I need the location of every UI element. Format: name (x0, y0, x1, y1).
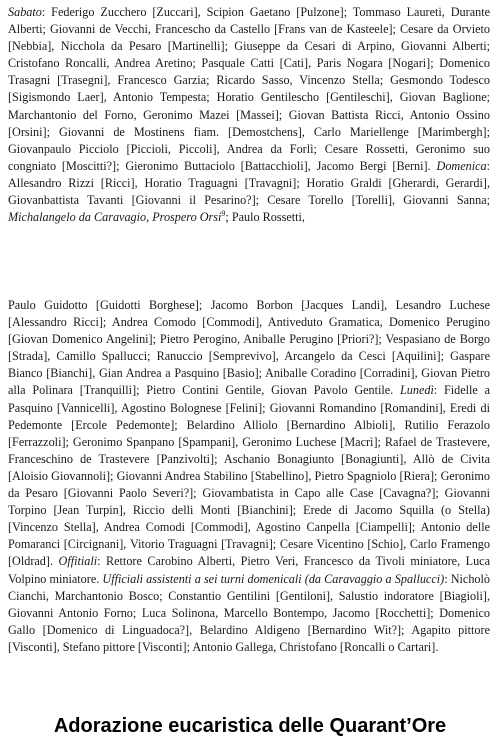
label-ufficiali: Ufficiali assistenti a sei turni domenicali (da Caravaggio a Spallucci) (102, 571, 445, 586)
text-part-1: Paulo Guidotto [Guidotti Borghese]; Jacomo Borbon [Jacques Landi], Lesandro Luchese [Alessandro Ricci]; Andrea Comodo [Commodi], Antiveduto Gramatica, Domenico Perugino [Giovan Domenico Angelini]; Pietro Perogino, Aniballe Perugino [Priori?]; Vespasiano de Borgo [Strada], Camillo Spallucci; Ranuccio [Semprevivo], Arcangelo da Cesci [Aquilini]; Gaspare Bianco [Bianchi], Gian Andrea a Pasquino [Basio]; Aniballe Coradino [Corradini], Giovan Pietro alla Polinara [Tranquilli]; Pietro Contini Gentile, Giovan Pavolo Gentile. (8, 298, 490, 398)
footnote-marker: 9 (221, 209, 226, 219)
text-part-4: : Nicholò Cianchi, Marchantonio Bosco; Constantio Gentilini [Gentiloni], Salustio indoratore [Biagioli], Giovanni Antonio Forno; Luca Solinona, Marcello Bontempo, Jacomo [Rocchetti]; Domenico Gallo [Domenico di Linguadoca?], Belardino Aldigeno [Bernardino Wit?]; Agapito pittore [Visconti], Stefano pittore [Visconti]; Antonio Gallega, Christofano [Roncalli o Cartari]. (8, 571, 490, 654)
paragraph-top (8, 4, 490, 226)
text-block-bottom (8, 297, 490, 656)
label-offitiali: Offitiali (58, 554, 98, 569)
italic-names: Michalangelo da Caravagio, Prospero Orsi (8, 210, 222, 225)
day-label-sabato: Sabato (8, 5, 42, 19)
text-sabato: : Federigo Zucchero [Zuccari], Scipion Gaetano [Pulzone]; Tommaso Laureti, Durante Alberti; Giovanni de Vecchi, Francescho da Castello [Frans van de Kasteele]; Cesare da Orvieto [Nebbia], Nicchola da Pesaro [Martinelli]; Giuseppe da Cesari di Arpino, Giovanni Alberti; Cristofano Roncalli, Andrea Aretino; Pasquale Catti [Cati], Paris Nogara [Nogari]; Domenico Trasagni [Trasegni], Francesco Garzia; Ricardo Sasso, Vincenzo Stella; Gesmondo Todesco [Sigismondo Laer], Antonio Tempesta; Horatio Gentileschо [Gentileschi], Giovan Baglione; Marchantonio del Forno, Geronimo Mazei [Massei]; Giovan Battista Ricci, Antonio Ossino [Orsini]; Giovanni de Mostinens fiam. [Demostchens], Carlo Mariellenge [Marimbergh]; Giovanpaulo Picciolo [Piccioli, Piccoli], Andrea da Forlì; Cesare Rossetti, Geronimo suo congniato [Moscitti?]; Gieronimo Buttaciolo [Battacchioli], Jacomo Bergi [Berni]. (8, 5, 490, 173)
image-caption: Adorazione eucaristica delle Quarant’Ore (53, 715, 447, 737)
text-domenica: : Allesandro Rizzi [Ricci], Horatio Traguagni [Travagni]; Horatio Graldi [Gherardi, Gerardi], Giovanbattista Tavanti [Giovanni il Pesarino?]; Cesare Torello [Torelli], Giovanni Sanna; (8, 158, 490, 208)
day-label-domenica: Domenica (436, 158, 487, 173)
text-block-top (8, 4, 490, 226)
paragraph-bottom (8, 297, 490, 656)
day-label-lunedi: Lunedì (399, 383, 434, 398)
text-tail: ; Paulo Rossetti, (225, 210, 305, 225)
text-part-2: : Fidelle a Pasquino [Vannicelli], Agostino Bolognese [Felini]; Giovanni Romandino [Romandini], Eredi di Pedemonte [Ercole Pedemonte]; Belardino Alliolo [Bernardino Albioli], Rutilio Ferazolo [Ferrazzoli]; Geronimo Spanpano [Spampani], Geronimo Luchese [Macrì]; Rafael de Trastevere, Franceschino de Trastevere [Panzivolti]; Aschanio Bonagiunto [Bonagiunti], Allò de Civita [Aloisio Giovannoli]; Giovanni Andrea Stabilino [Stabellino], Pietro Spagniolo [Riera]; Geronimo da Pesaro [Giovanni Paolo Severi?]; Giovambatista in Capo alle Case [Cavagna?]; Giovanni Torpino [Jean Turpin], Riccio delli Monti [Bianchini]; Erede di Jacomo Squilla (o Stella) [Vincenzo Stella], Andrea Comodi [Commodi], Agostino Canpella [Ciampelli]; Antonio delle Pomarancі [Circignani], Vitorio Traguagni [Travagni]; Cesare Vicentino [Schio], Carlo Framengo [Oldrad]. (8, 383, 490, 569)
text-part-3: : Rettore Carobino Alberti, Pietro Veri, Francesco da Tivoli miniatore, Luca Volpino miniatore. (8, 554, 490, 586)
